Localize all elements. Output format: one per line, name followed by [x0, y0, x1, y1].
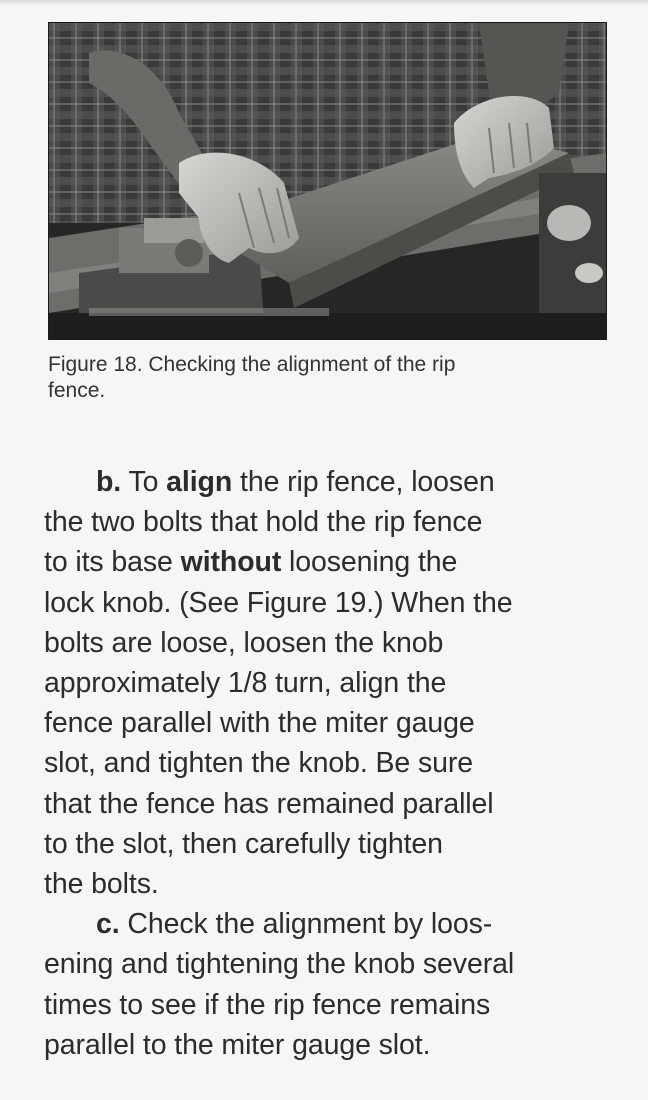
caption-line: fence. [48, 379, 106, 402]
step-marker-b: b. [96, 466, 122, 498]
caption-line: Figure 18. Checking the alignment of the rip [48, 353, 456, 376]
text-run: loosening the [281, 546, 458, 579]
text-line [44, 904, 624, 944]
figure-caption [48, 352, 618, 404]
text-line: approximately 1/8 turn, align the [44, 667, 447, 700]
page-top-edge [0, 0, 648, 6]
text-line [44, 462, 624, 502]
text-line: lock knob. (See Figure 19.) When the [44, 586, 513, 619]
text-run: the rip fence, loosen [232, 466, 495, 498]
text-line: times to see if the rip fence remains [44, 988, 491, 1021]
text-line: parallel to the miter gauge slot. [44, 1028, 431, 1061]
text-line: the two bolts that hold the rip fence [44, 506, 483, 539]
text-line [44, 542, 624, 582]
instruction-text [44, 462, 624, 1065]
emphasis-align: align [166, 466, 233, 498]
text-line: bolts are loose, loosen the knob [44, 626, 444, 659]
text-line: ening and tightening the knob several [44, 948, 515, 981]
text-run: Check the alignment by loos- [119, 908, 493, 941]
figure-18-photo [48, 22, 607, 340]
text-run: To [121, 466, 167, 498]
text-line: slot, and tighten the knob. Be sure [44, 747, 474, 780]
paragraph-c [44, 904, 624, 1065]
text-line: that the fence has remained parallel [44, 787, 494, 820]
paragraph-b [44, 462, 624, 904]
text-line: to the slot, then carefully tighten [44, 827, 443, 860]
emphasis-without: without [180, 546, 282, 579]
text-line: the bolts. [44, 868, 159, 901]
text-run: to its base [44, 546, 181, 579]
text-line: fence parallel with the miter gauge [44, 707, 475, 740]
step-marker-c: c. [96, 908, 120, 941]
